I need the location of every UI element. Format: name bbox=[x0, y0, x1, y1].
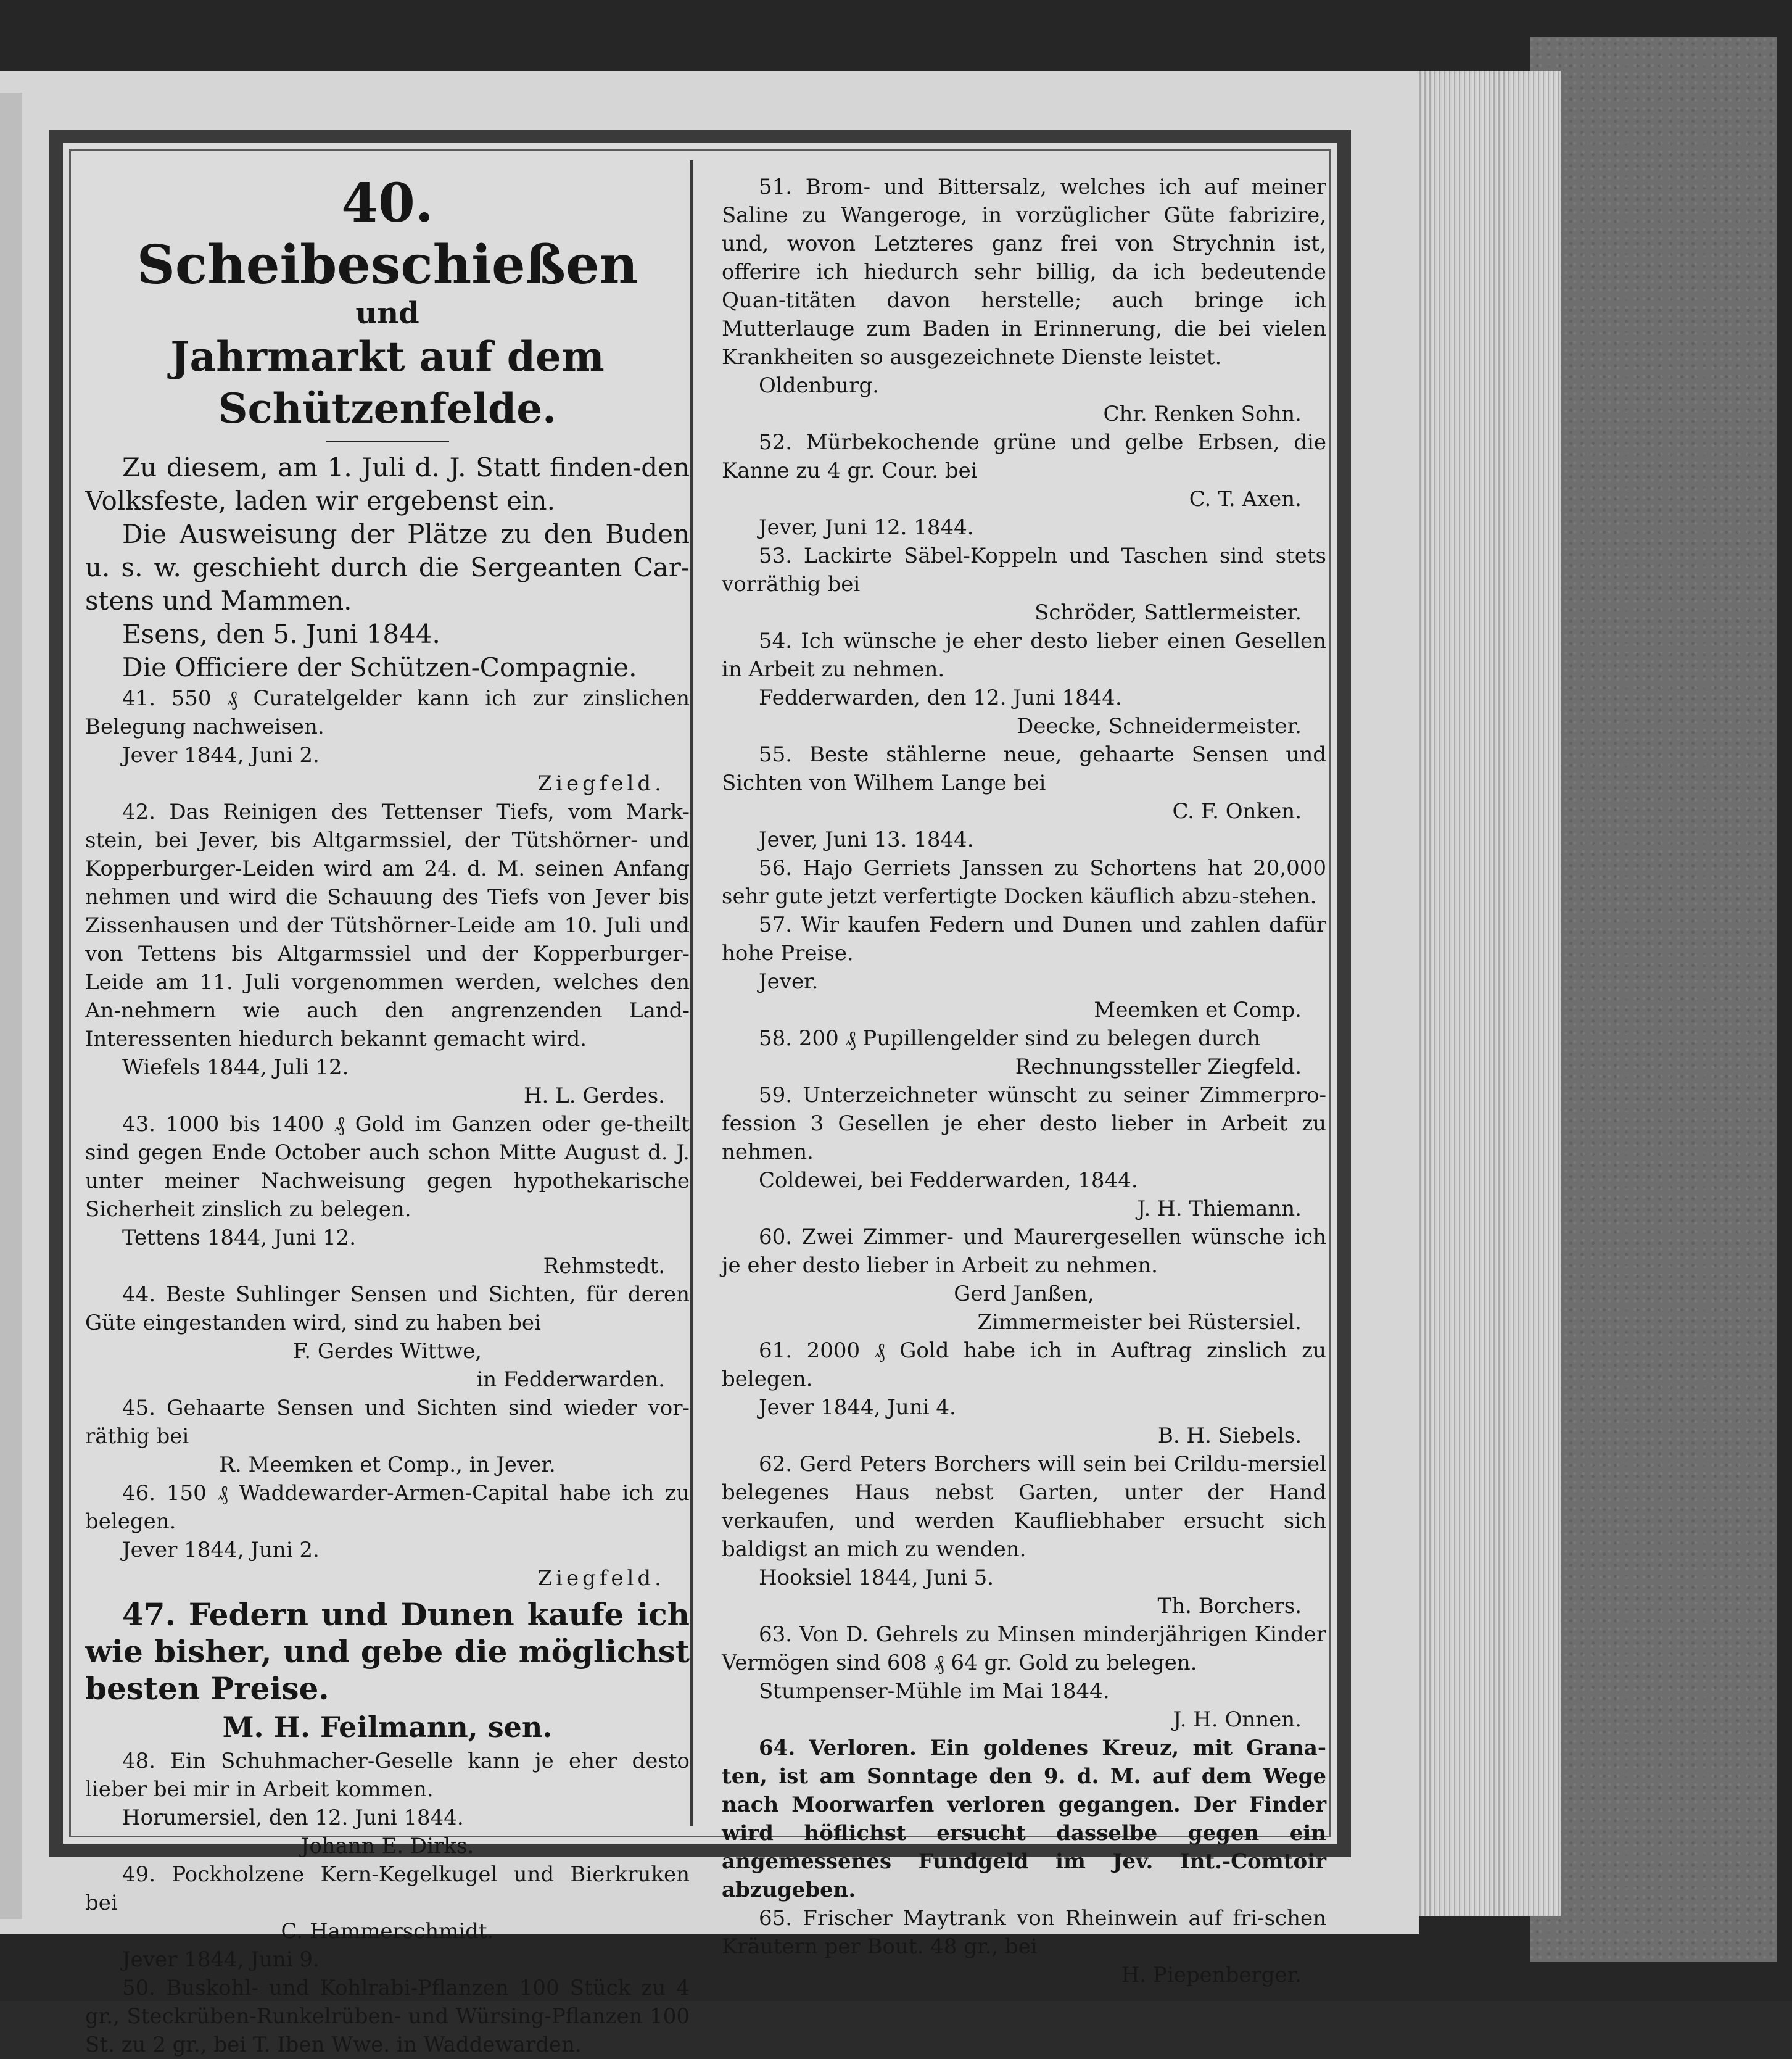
ad-62-signature: Th. Borchers. bbox=[1157, 1594, 1302, 1618]
ad-42-text: 42. Das Reinigen des Tettenser Tiefs, vom Mark-stein, bei Jever, bis Altgarmssiel, der Tütshörner- und Kopperburger-Leiden wird am 24. d. M. seinen Anfang nehmen und wird die Schauung des Tiefs von Jever bis Zissenhausen und der Tütshörner-Leide am 10. Juli und von Tettens bis Altgarmssiel und der Kopperburger-Leide am 11. Juli vorgenommen werden, welches den An-nehmern wie auch den angrenzenden Land-Interessenten hiedurch bekannt gemacht wird. bbox=[85, 800, 690, 1051]
ad-61-signature: B. H. Siebels. bbox=[1157, 1423, 1302, 1448]
ad-44-signature: F. Gerdes Wittwe, bbox=[292, 1339, 482, 1364]
ad-57-place: Jever. bbox=[759, 969, 819, 994]
ad-58-text: 58. 200 ₰ Pupillengelder sind zu belegen durch bbox=[759, 1026, 1261, 1051]
ad-44-signature-place: in Fedderwarden. bbox=[476, 1367, 665, 1392]
ad-60-text: 60. Zwei Zimmer- und Maurergesellen wünsche ich je eher desto lieber in Arbeit zu nehmen. bbox=[722, 1225, 1326, 1278]
headline-line1: 40. Scheibeschießen bbox=[136, 172, 638, 296]
ad-54-text: 54. Ich wünsche je eher desto lieber einen Gesellen in Arbeit zu nehmen. bbox=[722, 629, 1326, 682]
ad-60-signature: Gerd Janßen, bbox=[954, 1282, 1094, 1306]
ad-63-text: 63. Von D. Gehrels zu Minsen minderjährigen Kinder Vermögen sind 608 ₰ 64 gr. Gold zu belegen. bbox=[722, 1622, 1326, 1675]
ad-49-text: 49. Pockholzene Kern-Kegelkugel und Bierkruken bei bbox=[85, 1862, 690, 1915]
ad-51-signature: Chr. Renken Sohn. bbox=[1103, 402, 1302, 426]
ad-62-place: Hooksiel 1844, Juni 5. bbox=[759, 1565, 994, 1590]
ad-65-signature: H. Piepenberger. bbox=[1121, 1963, 1302, 1987]
ad-55-text: 55. Beste stählerne neue, gehaarte Sensen und Sichten von Wilhem Lange bei bbox=[722, 742, 1326, 795]
ad-52-text: 52. Mürbekochende grüne und gelbe Erbsen, die Kanne zu 4 gr. Cour. bei bbox=[722, 430, 1326, 483]
ad-47-signature: M. H. Feilmann, sen. bbox=[222, 1710, 553, 1744]
ad-41-signature: Ziegfeld. bbox=[537, 771, 665, 796]
ad-64-text: 64. Verloren. Ein goldenes Kreuz, mit Grana-ten, ist am Sonntage den 9. d. M. auf dem Wege nach Moorwarfen verloren gegangen. Der Finder wird höflichst ersucht dasselbe gegen ein angemessenes Fundgeld im Jev. Int.-Comtoir abzugeben. bbox=[722, 1736, 1326, 1902]
left-column bbox=[85, 172, 690, 2057]
ad-47-text: 47. Federn und Dunen kaufe ich wie bisher, und gebe die möglichst besten Preise. bbox=[85, 1596, 690, 1707]
ad-43-signature: Rehmstedt. bbox=[543, 1254, 665, 1278]
ad-46-signature: Ziegfeld. bbox=[537, 1566, 665, 1591]
ad-52-place: Jever, Juni 12. 1844. bbox=[759, 515, 974, 540]
ad-63-signature: J. H. Onnen. bbox=[1173, 1707, 1302, 1732]
column-divider bbox=[690, 160, 693, 1826]
intro-signature: Die Officiere der Schützen-Compagnie. bbox=[122, 652, 637, 682]
ad-48-place: Horumersiel, den 12. Juni 1844. bbox=[122, 1805, 464, 1830]
page-edges bbox=[1413, 71, 1561, 1916]
ad-59-signature: J. H. Thiemann. bbox=[1137, 1196, 1302, 1221]
ad-46-place: Jever 1844, Juni 2. bbox=[122, 1538, 320, 1562]
ad-49-signature: C. Hammerschmidt. bbox=[281, 1919, 494, 1944]
ad-48-text: 48. Ein Schuhmacher-Geselle kann je eher desto lieber bei mir in Arbeit kommen. bbox=[85, 1749, 690, 1802]
ad-46-text: 46. 150 ₰ Waddewarder-Armen-Capital habe ich zu belegen. bbox=[85, 1481, 690, 1534]
ad-56-text: 56. Hajo Gerriets Janssen zu Schortens hat 20,000 sehr gute jetzt verfertigte Docken käuflich abzu-stehen. bbox=[722, 856, 1326, 909]
ad-63-place: Stumpenser-Mühle im Mai 1844. bbox=[759, 1679, 1110, 1704]
book-cover bbox=[1530, 37, 1777, 1962]
ad-44-text: 44. Beste Suhlinger Sensen und Sichten, für deren Güte eingestanden wird, sind zu haben bei bbox=[85, 1282, 690, 1335]
intro-text-2: Die Ausweisung der Plätze zu den Buden u. s. w. geschieht durch die Sergeanten Car-stens und Mammen. bbox=[85, 519, 690, 616]
ad-41-place: Jever 1844, Juni 2. bbox=[122, 743, 320, 768]
ad-42-place: Wiefels 1844, Juli 12. bbox=[122, 1055, 349, 1080]
ad-51-place: Oldenburg. bbox=[759, 373, 880, 398]
ad-43-place: Tettens 1844, Juni 12. bbox=[122, 1225, 357, 1250]
ad-62-text: 62. Gerd Peters Borchers will sein bei Crildu-mersiel belegenes Haus nebst Garten, unter der Hand verkaufen, und werden Kaufliebhaber ersucht sich baldigst an mich zu wenden. bbox=[722, 1452, 1326, 1562]
intro-place: Esens, den 5. Juni 1844. bbox=[122, 619, 440, 649]
ad-50-text: 50. Buskohl- und Kohlrabi-Pflanzen 100 Stück zu 4 gr., Steckrüben-Runkelrüben- und Würsing-Pflanzen 100 St. zu 2 gr., bei T. Iben Wwe. in Waddewarden. bbox=[85, 1976, 690, 2057]
intro-text-1: Zu diesem, am 1. Juli d. J. Statt finden-den Volksfeste, laden wir ergebenst ein. bbox=[85, 452, 690, 516]
ad-42-signature: H. L. Gerdes. bbox=[523, 1083, 665, 1108]
headline-rule bbox=[326, 441, 449, 442]
ad-45-text: 45. Gehaarte Sensen und Sichten sind wieder vor-räthig bei bbox=[85, 1396, 690, 1449]
ad-41-text: 41. 550 ₰ Curatelgelder kann ich zur zinslichen Belegung nachweisen. bbox=[85, 686, 690, 739]
ad-55-signature: C. F. Onken. bbox=[1172, 799, 1302, 824]
right-column bbox=[722, 173, 1326, 1987]
left-page-edge bbox=[0, 93, 22, 1919]
headline-line2: Jahrmarkt auf dem Schützenfelde. bbox=[170, 333, 605, 433]
ad-61-text: 61. 2000 ₰ Gold habe ich in Auftrag zinslich zu belegen. bbox=[722, 1338, 1326, 1391]
ad-54-place: Fedderwarden, den 12. Juni 1844. bbox=[759, 686, 1122, 710]
ad-49-place: Jever 1844, Juni 9. bbox=[122, 1947, 320, 1972]
ad-65-text: 65. Frischer Maytrank von Rheinwein auf fri-schen Kräutern per Bout. 48 gr., bei bbox=[722, 1906, 1326, 1959]
ad-60-signature-title: Zimmermeister bei Rüstersiel. bbox=[977, 1310, 1302, 1335]
ad-55-place: Jever, Juni 13. 1844. bbox=[759, 827, 974, 852]
ad-48-signature: Johann E. Dirks. bbox=[300, 1834, 474, 1858]
ad-61-place: Jever 1844, Juni 4. bbox=[759, 1395, 956, 1420]
ad-57-text: 57. Wir kaufen Federn und Dunen und zahlen dafür hohe Preise. bbox=[722, 913, 1326, 966]
ad-53-signature: Schröder, Sattlermeister. bbox=[1034, 600, 1302, 625]
ad-59-place: Coldewei, bei Fedderwarden, 1844. bbox=[759, 1168, 1138, 1193]
ad-45-signature: R. Meemken et Comp., in Jever. bbox=[219, 1452, 556, 1477]
ad-54-signature: Deecke, Schneidermeister. bbox=[1017, 714, 1302, 739]
ad-43-text: 43. 1000 bis 1400 ₰ Gold im Ganzen oder ge-theilt sind gegen Ende October auch schon Mitte August d. J. unter meiner Nachweisung gegen hypothekarische Sicherheit zinslich zu belegen. bbox=[85, 1112, 690, 1222]
ad-51-text: 51. Brom- und Bittersalz, welches ich auf meiner Saline zu Wangeroge, in vorzüglicher Güte fabrizire, und, wovon Letzteres ganz frei von Strychnin ist, offerire ich hiedurch sehr billig, da ich bedeutende Quan-titäten davon herstelle; auch bringe ich Mutterlauge zum Baden in Erinnerung, die bei vielen Krankheiten so ausgezeichnete Dienste leistet. bbox=[722, 175, 1326, 370]
ad-57-signature: Meemken et Comp. bbox=[1094, 998, 1302, 1022]
headline-und: und bbox=[355, 296, 419, 331]
ad-59-text: 59. Unterzeichneter wünscht zu seiner Zimmerpro-fession 3 Gesellen je eher desto lieber in Arbeit zu nehmen. bbox=[722, 1083, 1326, 1164]
ad-58-signature: Rechnungssteller Ziegfeld. bbox=[1015, 1054, 1302, 1079]
ad-53-text: 53. Lackirte Säbel-Koppeln und Taschen sind stets vorräthig bei bbox=[722, 544, 1326, 597]
ad-52-signature: C. T. Axen. bbox=[1189, 487, 1302, 512]
